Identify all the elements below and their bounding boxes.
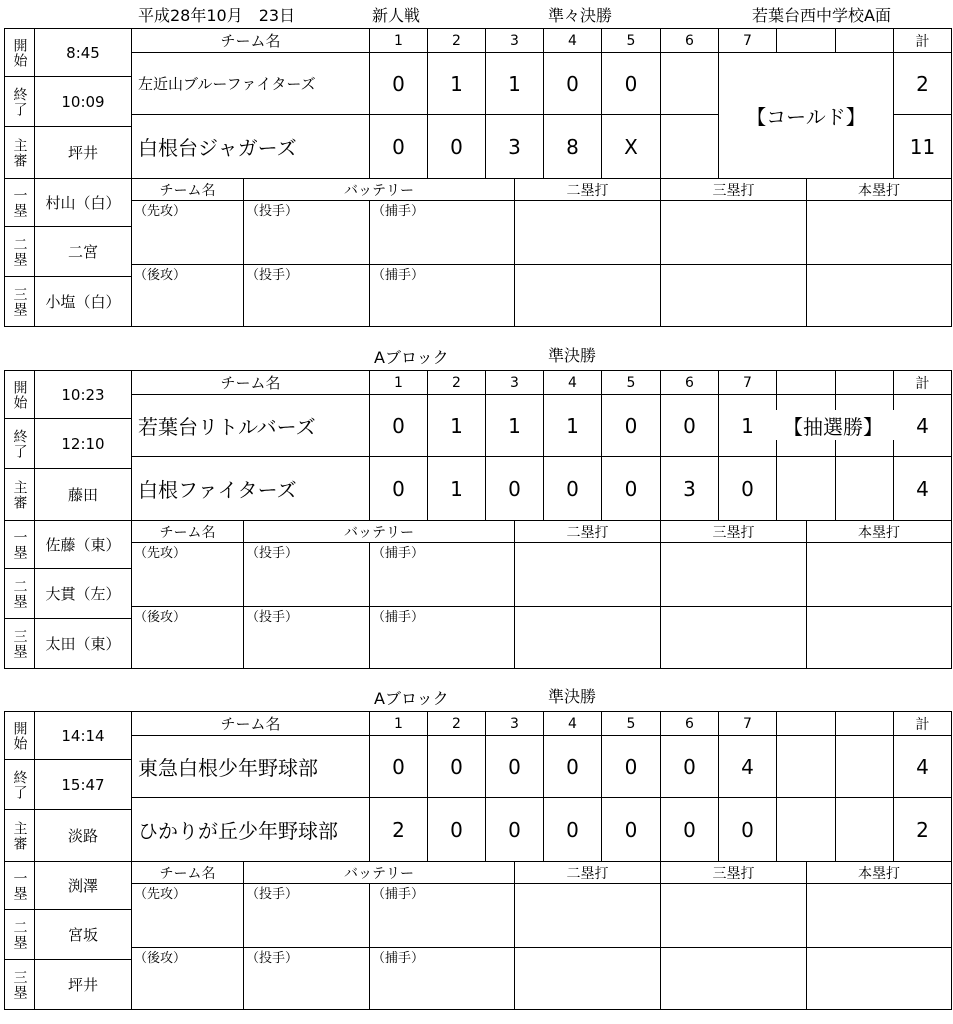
first-attack-label: （先攻）	[134, 204, 187, 219]
tournament-header: 新人戦	[372, 6, 421, 25]
battery-header: バッテリー	[243, 178, 515, 201]
homeruns-slot	[806, 542, 952, 607]
base2-label: 二塁	[4, 909, 35, 960]
homeruns-header: 本塁打	[806, 520, 952, 543]
inning-score: 0	[369, 52, 428, 115]
homeruns-slot	[806, 606, 952, 669]
inning-score: 0	[369, 456, 428, 521]
inning-header	[835, 711, 894, 736]
inning-score	[835, 456, 894, 521]
inning-header: 3	[485, 28, 544, 53]
doubles-slot	[514, 606, 661, 669]
inning-score: 4	[718, 735, 777, 798]
inning-header	[835, 370, 894, 395]
homeruns-header: 本塁打	[806, 861, 952, 884]
inning-header: 1	[369, 711, 428, 736]
inning-header: 2	[427, 711, 486, 736]
round-header: 準決勝	[548, 346, 597, 365]
first-attack-label: （先攻）	[134, 887, 187, 902]
umpire-label: 主審	[4, 809, 35, 862]
battery-header: バッテリー	[243, 861, 515, 884]
start-time: 8:45	[34, 28, 132, 77]
inning-score: 0	[601, 52, 661, 115]
inning-score: 1	[485, 52, 544, 115]
inning-score: 0	[543, 52, 602, 115]
inning-score: X	[601, 114, 661, 179]
team-name: 若葉台リトルバーズ	[131, 394, 370, 457]
doubles-slot	[514, 200, 661, 265]
base1-umpire: 渕澤	[34, 861, 132, 910]
team-name-header: チーム名	[131, 28, 370, 53]
total-header: 計	[893, 28, 952, 53]
doubles-header: 二塁打	[514, 861, 661, 884]
inning-header: 6	[660, 711, 719, 736]
end-label: 終了	[4, 418, 35, 469]
team-name: ひかりが丘少年野球部	[131, 797, 370, 862]
umpire-name: 坪井	[34, 126, 132, 179]
team-name: 東急白根少年野球部	[131, 735, 370, 798]
inning-score: 3	[485, 114, 544, 179]
triples-header: 三塁打	[660, 861, 807, 884]
end-label: 終了	[4, 759, 35, 810]
start-label: 開始	[4, 28, 35, 77]
inning-score: 0	[485, 735, 544, 798]
umpire-name: 淡路	[34, 809, 132, 862]
inning-score: 0	[427, 114, 486, 179]
inning-score: 3	[660, 456, 719, 521]
umpire-label: 主審	[4, 468, 35, 521]
inning-score: 1	[427, 456, 486, 521]
inning-header: 7	[718, 370, 777, 395]
game-block	[0, 711, 953, 1011]
pitcher-label: （投手）	[246, 610, 299, 625]
inning-score: 0	[660, 735, 719, 798]
inning-header: 6	[660, 370, 719, 395]
catcher-label: （捕手）	[372, 204, 425, 219]
inning-header	[776, 28, 836, 53]
team-name: 左近山ブルーファイターズ	[131, 52, 370, 115]
inning-score: 8	[543, 114, 602, 179]
catcher-label: （捕手）	[372, 887, 425, 902]
inning-score: 0	[485, 456, 544, 521]
catcher-label: （捕手）	[372, 951, 425, 966]
inning-score: 0	[601, 456, 661, 521]
inning-header: 3	[485, 370, 544, 395]
homeruns-slot	[806, 883, 952, 948]
doubles-slot	[514, 883, 661, 948]
base3-umpire: 太田（東）	[34, 618, 132, 669]
total-score: 11	[893, 114, 952, 179]
base2-label: 二塁	[4, 226, 35, 277]
round-header: 準々決勝	[548, 6, 613, 25]
inning-score: 1	[485, 394, 544, 457]
end-time: 12:10	[34, 418, 132, 469]
base1-label: 一塁	[4, 178, 35, 227]
second-attack-label: （後攻）	[134, 951, 187, 966]
inning-score: 0	[718, 456, 777, 521]
inning-score: 0	[543, 797, 602, 862]
inning-header: 7	[718, 711, 777, 736]
base3-label: 三塁	[4, 959, 35, 1010]
inning-score: 2	[369, 797, 428, 862]
triples-slot	[660, 947, 807, 1010]
total-header: 計	[893, 711, 952, 736]
base2-label: 二塁	[4, 568, 35, 619]
pitcher-label: （投手）	[246, 268, 299, 283]
base3-label: 三塁	[4, 618, 35, 669]
start-time: 14:14	[34, 711, 132, 760]
inning-header	[776, 711, 836, 736]
team-name: 白根ファイターズ	[131, 456, 370, 521]
pitcher-label: （投手）	[246, 951, 299, 966]
triples-header: 三塁打	[660, 178, 807, 201]
total-score: 4	[893, 735, 952, 798]
umpire-name: 藤田	[34, 468, 132, 521]
inning-score: 1	[427, 52, 486, 115]
pitcher-label: （投手）	[246, 887, 299, 902]
homeruns-header: 本塁打	[806, 178, 952, 201]
game-block	[0, 28, 953, 328]
base1-label: 一塁	[4, 520, 35, 569]
umpire-label: 主審	[4, 126, 35, 179]
homeruns-slot	[806, 200, 952, 265]
round-header: 準決勝	[548, 687, 597, 706]
inning-header	[835, 28, 894, 53]
inning-score: 0	[369, 735, 428, 798]
date-header: 平成28年10月 23日	[138, 6, 296, 25]
result-note: 【コールド】	[718, 52, 894, 179]
inning-score: 0	[660, 797, 719, 862]
team-name: 白根台ジャガーズ	[131, 114, 370, 179]
inning-score: 0	[369, 114, 428, 179]
base1-umpire: 佐藤（東）	[34, 520, 132, 569]
battery-header: バッテリー	[243, 520, 515, 543]
doubles-slot	[514, 947, 661, 1010]
team-name-header: チーム名	[131, 711, 370, 736]
team-name-subheader: チーム名	[131, 861, 244, 884]
catcher-label: （捕手）	[372, 268, 425, 283]
game-block	[0, 370, 953, 670]
total-score: 4	[893, 394, 952, 457]
inning-score	[835, 735, 894, 798]
team-name-subheader: チーム名	[131, 520, 244, 543]
first-attack-label: （先攻）	[134, 546, 187, 561]
triples-slot	[660, 542, 807, 607]
inning-score: 0	[427, 735, 486, 798]
start-label: 開始	[4, 370, 35, 419]
inning-header: 2	[427, 28, 486, 53]
total-score: 4	[893, 456, 952, 521]
second-attack-label: （後攻）	[134, 268, 187, 283]
doubles-slot	[514, 264, 661, 327]
homeruns-slot	[806, 947, 952, 1010]
block-header: Aブロック	[374, 348, 449, 367]
inning-score: 0	[601, 797, 661, 862]
base3-label: 三塁	[4, 276, 35, 327]
triples-slot	[660, 200, 807, 265]
end-label: 終了	[4, 76, 35, 127]
inning-header: 5	[601, 711, 661, 736]
base1-umpire: 村山（白）	[34, 178, 132, 227]
inning-score: 0	[660, 394, 719, 457]
inning-header: 4	[543, 370, 602, 395]
base2-umpire: 宮坂	[34, 909, 132, 960]
inning-score: 0	[485, 797, 544, 862]
result-note: 【抽選勝】	[770, 410, 896, 440]
end-time: 15:47	[34, 759, 132, 810]
inning-score: 0	[601, 394, 661, 457]
inning-score	[660, 114, 719, 179]
doubles-header: 二塁打	[514, 520, 661, 543]
team-name-subheader: チーム名	[131, 178, 244, 201]
inning-score: 1	[718, 394, 777, 457]
inning-header: 2	[427, 370, 486, 395]
base2-umpire: 二宮	[34, 226, 132, 277]
inning-header	[776, 370, 836, 395]
inning-score	[776, 735, 836, 798]
base1-label: 一塁	[4, 861, 35, 910]
base2-umpire: 大貫（左）	[34, 568, 132, 619]
triples-slot	[660, 606, 807, 669]
inning-score: 0	[543, 456, 602, 521]
inning-header: 5	[601, 370, 661, 395]
base3-umpire: 坪井	[34, 959, 132, 1010]
inning-score: 0	[601, 735, 661, 798]
inning-header: 5	[601, 28, 661, 53]
inning-score: 0	[427, 797, 486, 862]
inning-header: 1	[369, 28, 428, 53]
catcher-label: （捕手）	[372, 546, 425, 561]
total-score: 2	[893, 52, 952, 115]
triples-slot	[660, 883, 807, 948]
inning-score: 0	[369, 394, 428, 457]
triples-header: 三塁打	[660, 520, 807, 543]
pitcher-label: （投手）	[246, 546, 299, 561]
venue-header: 若葉台西中学校A面	[752, 6, 891, 25]
start-label: 開始	[4, 711, 35, 760]
base3-umpire: 小塩（白）	[34, 276, 132, 327]
inning-header: 4	[543, 711, 602, 736]
second-attack-label: （後攻）	[134, 610, 187, 625]
pitcher-label: （投手）	[246, 204, 299, 219]
total-score: 2	[893, 797, 952, 862]
inning-score	[776, 797, 836, 862]
team-name-header: チーム名	[131, 370, 370, 395]
inning-header: 6	[660, 28, 719, 53]
inning-score	[835, 797, 894, 862]
catcher-label: （捕手）	[372, 610, 425, 625]
block-header: Aブロック	[374, 689, 449, 708]
inning-header: 7	[718, 28, 777, 53]
start-time: 10:23	[34, 370, 132, 419]
inning-header: 1	[369, 370, 428, 395]
triples-slot	[660, 264, 807, 327]
inning-score: 0	[718, 797, 777, 862]
inning-score	[776, 456, 836, 521]
doubles-slot	[514, 542, 661, 607]
inning-header: 3	[485, 711, 544, 736]
doubles-header: 二塁打	[514, 178, 661, 201]
inning-score: 1	[543, 394, 602, 457]
inning-score: 1	[427, 394, 486, 457]
homeruns-slot	[806, 264, 952, 327]
inning-score	[660, 52, 719, 115]
inning-header: 4	[543, 28, 602, 53]
total-header: 計	[893, 370, 952, 395]
inning-score: 0	[543, 735, 602, 798]
end-time: 10:09	[34, 76, 132, 127]
